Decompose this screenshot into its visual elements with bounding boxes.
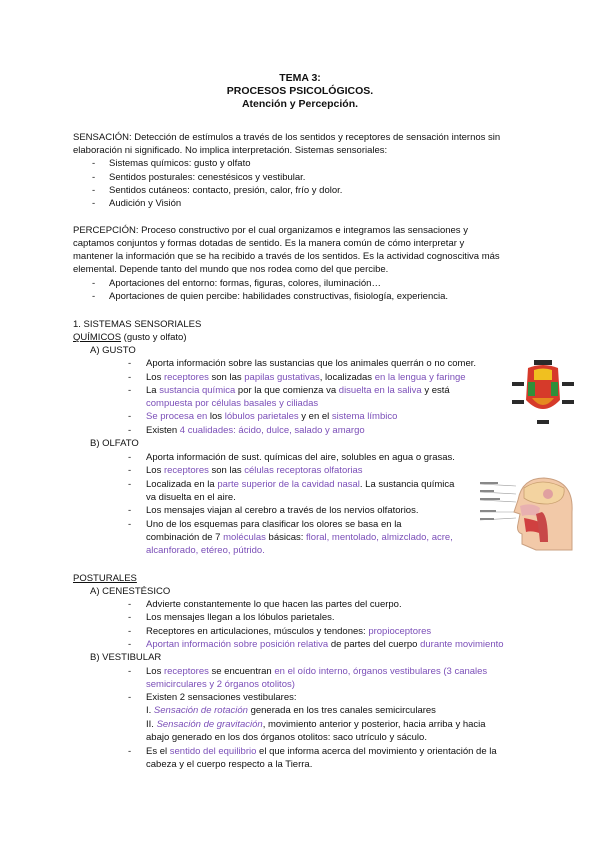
gusto-bullet-2 [146, 371, 466, 384]
sensacion-item: Sistemas químicos: gusto y olfato [109, 158, 251, 169]
term: parte superior de la cavidad nasal [217, 479, 360, 490]
gusto-bullet-3 [146, 384, 450, 397]
term: Sensación de gravitación [156, 719, 263, 730]
percepcion-line: PERCEPCIÓN: Proceso constructivo por el cual organizamos e integramos las sensaciones y [73, 225, 468, 236]
percepcion-item: Aportaciones del entorno: formas, figuras, colores, iluminación… [109, 278, 381, 289]
dash-bullet: - [92, 291, 96, 302]
text: Los [146, 372, 164, 383]
text: Los [146, 465, 164, 476]
percepcion-line: mantener la información que se ha recibido a través de los sentidos. Es la actividad cognoscitiva más [73, 251, 500, 262]
term: en la lengua y faringe [374, 372, 466, 383]
dash-bullet: - [92, 198, 96, 209]
term: moléculas [223, 532, 266, 543]
ves-bullet-2: Existen 2 sensaciones vestibulares: [146, 692, 297, 703]
text: Existen [146, 425, 180, 436]
vestibular-label: B) VESTIBULAR [90, 652, 162, 663]
sensacion-item: Sentidos posturales: cenestésicos y vestibular. [109, 172, 306, 183]
percepcion-line: captamos conjuntos y formas dotadas de sentido. Es la manera común de cómo interpretar y [73, 238, 465, 249]
text: por la que comienza va [235, 385, 339, 396]
dash-bullet: - [128, 519, 132, 530]
term: 4 cualidades: ácido, dulce, salado y amargo [179, 425, 365, 436]
title-line-1: TEMA 3: [279, 72, 321, 84]
term: en el oído interno, órganos vestibulares (3 canales [274, 666, 488, 677]
olfato-label: B) OLFATO [90, 438, 139, 449]
term: disuelta en la saliva [338, 385, 422, 396]
text: de partes del cuerpo [328, 639, 421, 650]
ves-bullet-2-ii [146, 718, 486, 731]
term: células receptoras olfatorias [244, 465, 363, 476]
olfato-bullet-5-cont [146, 531, 453, 544]
dash-bullet: - [128, 746, 132, 757]
text: generada en los tres canales semicirculares [247, 705, 436, 716]
olfato-bullet-3 [146, 478, 454, 491]
term: receptores [163, 372, 209, 383]
term: Sensación de rotación [153, 705, 248, 716]
dash-bullet: - [128, 425, 132, 436]
term: receptores [163, 465, 209, 476]
text: II. [146, 719, 157, 730]
gusto-bullet-4 [146, 410, 397, 423]
term: Se procesa en [146, 411, 208, 422]
term: sustancia química [159, 385, 236, 396]
gusto-bullet-3-cont: compuesta por células basales y ciliadas [146, 398, 319, 409]
ves-bullet-1-cont: semicirculares y 2 órganos otolitos) [146, 679, 295, 690]
text: Es el [146, 746, 170, 757]
cen-bullet-4 [146, 638, 504, 651]
term: propioceptores [368, 626, 432, 637]
text: I. [146, 705, 154, 716]
dash-bullet: - [92, 278, 96, 289]
cen-bullet-1: Advierte constantemente lo que hacen las partes del cuerpo. [146, 599, 402, 610]
olfato-bullet-5: Uno de los esquemas para clasificar los olores se basa en la [146, 519, 402, 530]
gusto-bullet-5 [146, 424, 365, 437]
dash-bullet: - [128, 465, 132, 476]
dash-bullet: - [128, 692, 132, 703]
posturales-heading: POSTURALES [73, 573, 137, 584]
dash-bullet: - [128, 385, 132, 396]
term: sentido del equilibrio [169, 746, 257, 757]
term: papilas gustativas [244, 372, 320, 383]
ves-bullet-3 [146, 745, 497, 758]
text: el que informa acerca del movimiento y orientación de la [256, 746, 497, 757]
text: son las [208, 465, 245, 476]
text: . La sustancia química [359, 479, 455, 490]
text: Los [146, 666, 164, 677]
sensacion-item: Audición y Visión [109, 198, 182, 209]
text: , movimiento anterior y posterior, hacia arriba y hacia [262, 719, 486, 730]
gusto-bullet-1: Aporta información sobre las sustancias que los animales querrán o no comer. [146, 358, 477, 369]
quimicos-heading [73, 331, 187, 344]
text: en el [308, 411, 332, 422]
text: se encuentran [208, 666, 275, 677]
section-heading: 1. SISTEMAS SENSORIALES [73, 319, 202, 330]
term: durante movimiento [420, 639, 504, 650]
dash-bullet: - [92, 172, 96, 183]
percepcion-line: elemental. Depende tanto del mundo que nos rodea como del que percibe. [73, 264, 389, 275]
quimicos-label: QUÍMICOS [73, 332, 122, 343]
dash-bullet: - [128, 372, 132, 383]
tongue-taste-map-image [510, 358, 576, 426]
title-line-3: Atención y Percepción. [241, 98, 359, 110]
dash-bullet: - [128, 452, 132, 463]
text: Receptores en articulaciones, músculos y tendones: [146, 626, 369, 637]
dash-bullet: - [128, 599, 132, 610]
sensacion-line-1: SENSACIÓN: Detección de estímulos a través de los sentidos y receptores de sensación internos sin [73, 132, 501, 143]
cenestesico-label: A) CENESTÉSICO [90, 586, 171, 597]
text: básicas: [265, 532, 307, 543]
text: Localizada en la [146, 479, 218, 490]
term: Aportan información sobre posición relativa [146, 639, 329, 650]
text: y está [421, 385, 450, 396]
olfato-bullet-4: Los mensajes viajan al cerebro a través de los nervios olfatorios. [146, 505, 419, 516]
ves-bullet-1 [146, 665, 487, 678]
olfactory-head-image [476, 472, 580, 552]
sensacion-line-2: elaboración ni significado. No implica interpretación. Sistemas sensoriales: [73, 145, 388, 156]
ves-bullet-2-i [146, 704, 436, 717]
dash-bullet: - [128, 639, 132, 650]
dash-bullet: - [128, 411, 132, 422]
text: los [207, 411, 225, 422]
dash-bullet: - [128, 358, 132, 369]
text: La [146, 385, 160, 396]
olfato-bullet-2 [146, 464, 363, 477]
dash-bullet: - [92, 185, 96, 196]
sensacion-item: Sentidos cutáneos: contacto, presión, calor, frío y dolor. [109, 185, 343, 196]
term: sistema límbico [331, 411, 398, 422]
dash-bullet: - [92, 158, 96, 169]
gusto-label: A) GUSTO [90, 345, 136, 356]
ves-bullet-3-cont: cabeza y el cuerpo respecto a la Tierra. [146, 759, 313, 770]
term: lóbulos parietales [224, 411, 299, 422]
dash-bullet: - [128, 612, 132, 623]
dash-bullet: - [128, 479, 132, 490]
ves-bullet-2-ii-cont: abajo generado en los dos órganos otolitos: saco utrículo y sáculo. [146, 732, 427, 743]
dash-bullet: - [128, 626, 132, 637]
dash-bullet: - [128, 505, 132, 516]
olfato-bullet-3-cont: va disuelta en el aire. [146, 492, 236, 503]
term: receptores [163, 666, 209, 677]
cen-bullet-3 [146, 625, 431, 638]
dash-bullet: - [128, 666, 132, 677]
quimicos-sub: (gusto y olfato) [121, 332, 187, 343]
cen-bullet-2: Los mensajes llegan a los lóbulos parietales. [146, 612, 335, 623]
term: floral, mentolado, almizclado, acre, [306, 532, 453, 543]
text: y [298, 411, 309, 422]
title-line-2: PROCESOS PSICOLÓGICOS. [226, 85, 374, 97]
text: son las [208, 372, 245, 383]
olfato-bullet-1: Aporta información de sust. químicas del aire, solubles en agua o grasas. [146, 452, 455, 463]
percepcion-item: Aportaciones de quien percibe: habilidades constructivas, fisiología, experiencia. [109, 291, 449, 302]
text: combinación de 7 [146, 532, 224, 543]
olfato-bullet-5-cont2: alcanforado, etéreo, pútrido. [146, 545, 265, 556]
text: , localizadas [319, 372, 375, 383]
